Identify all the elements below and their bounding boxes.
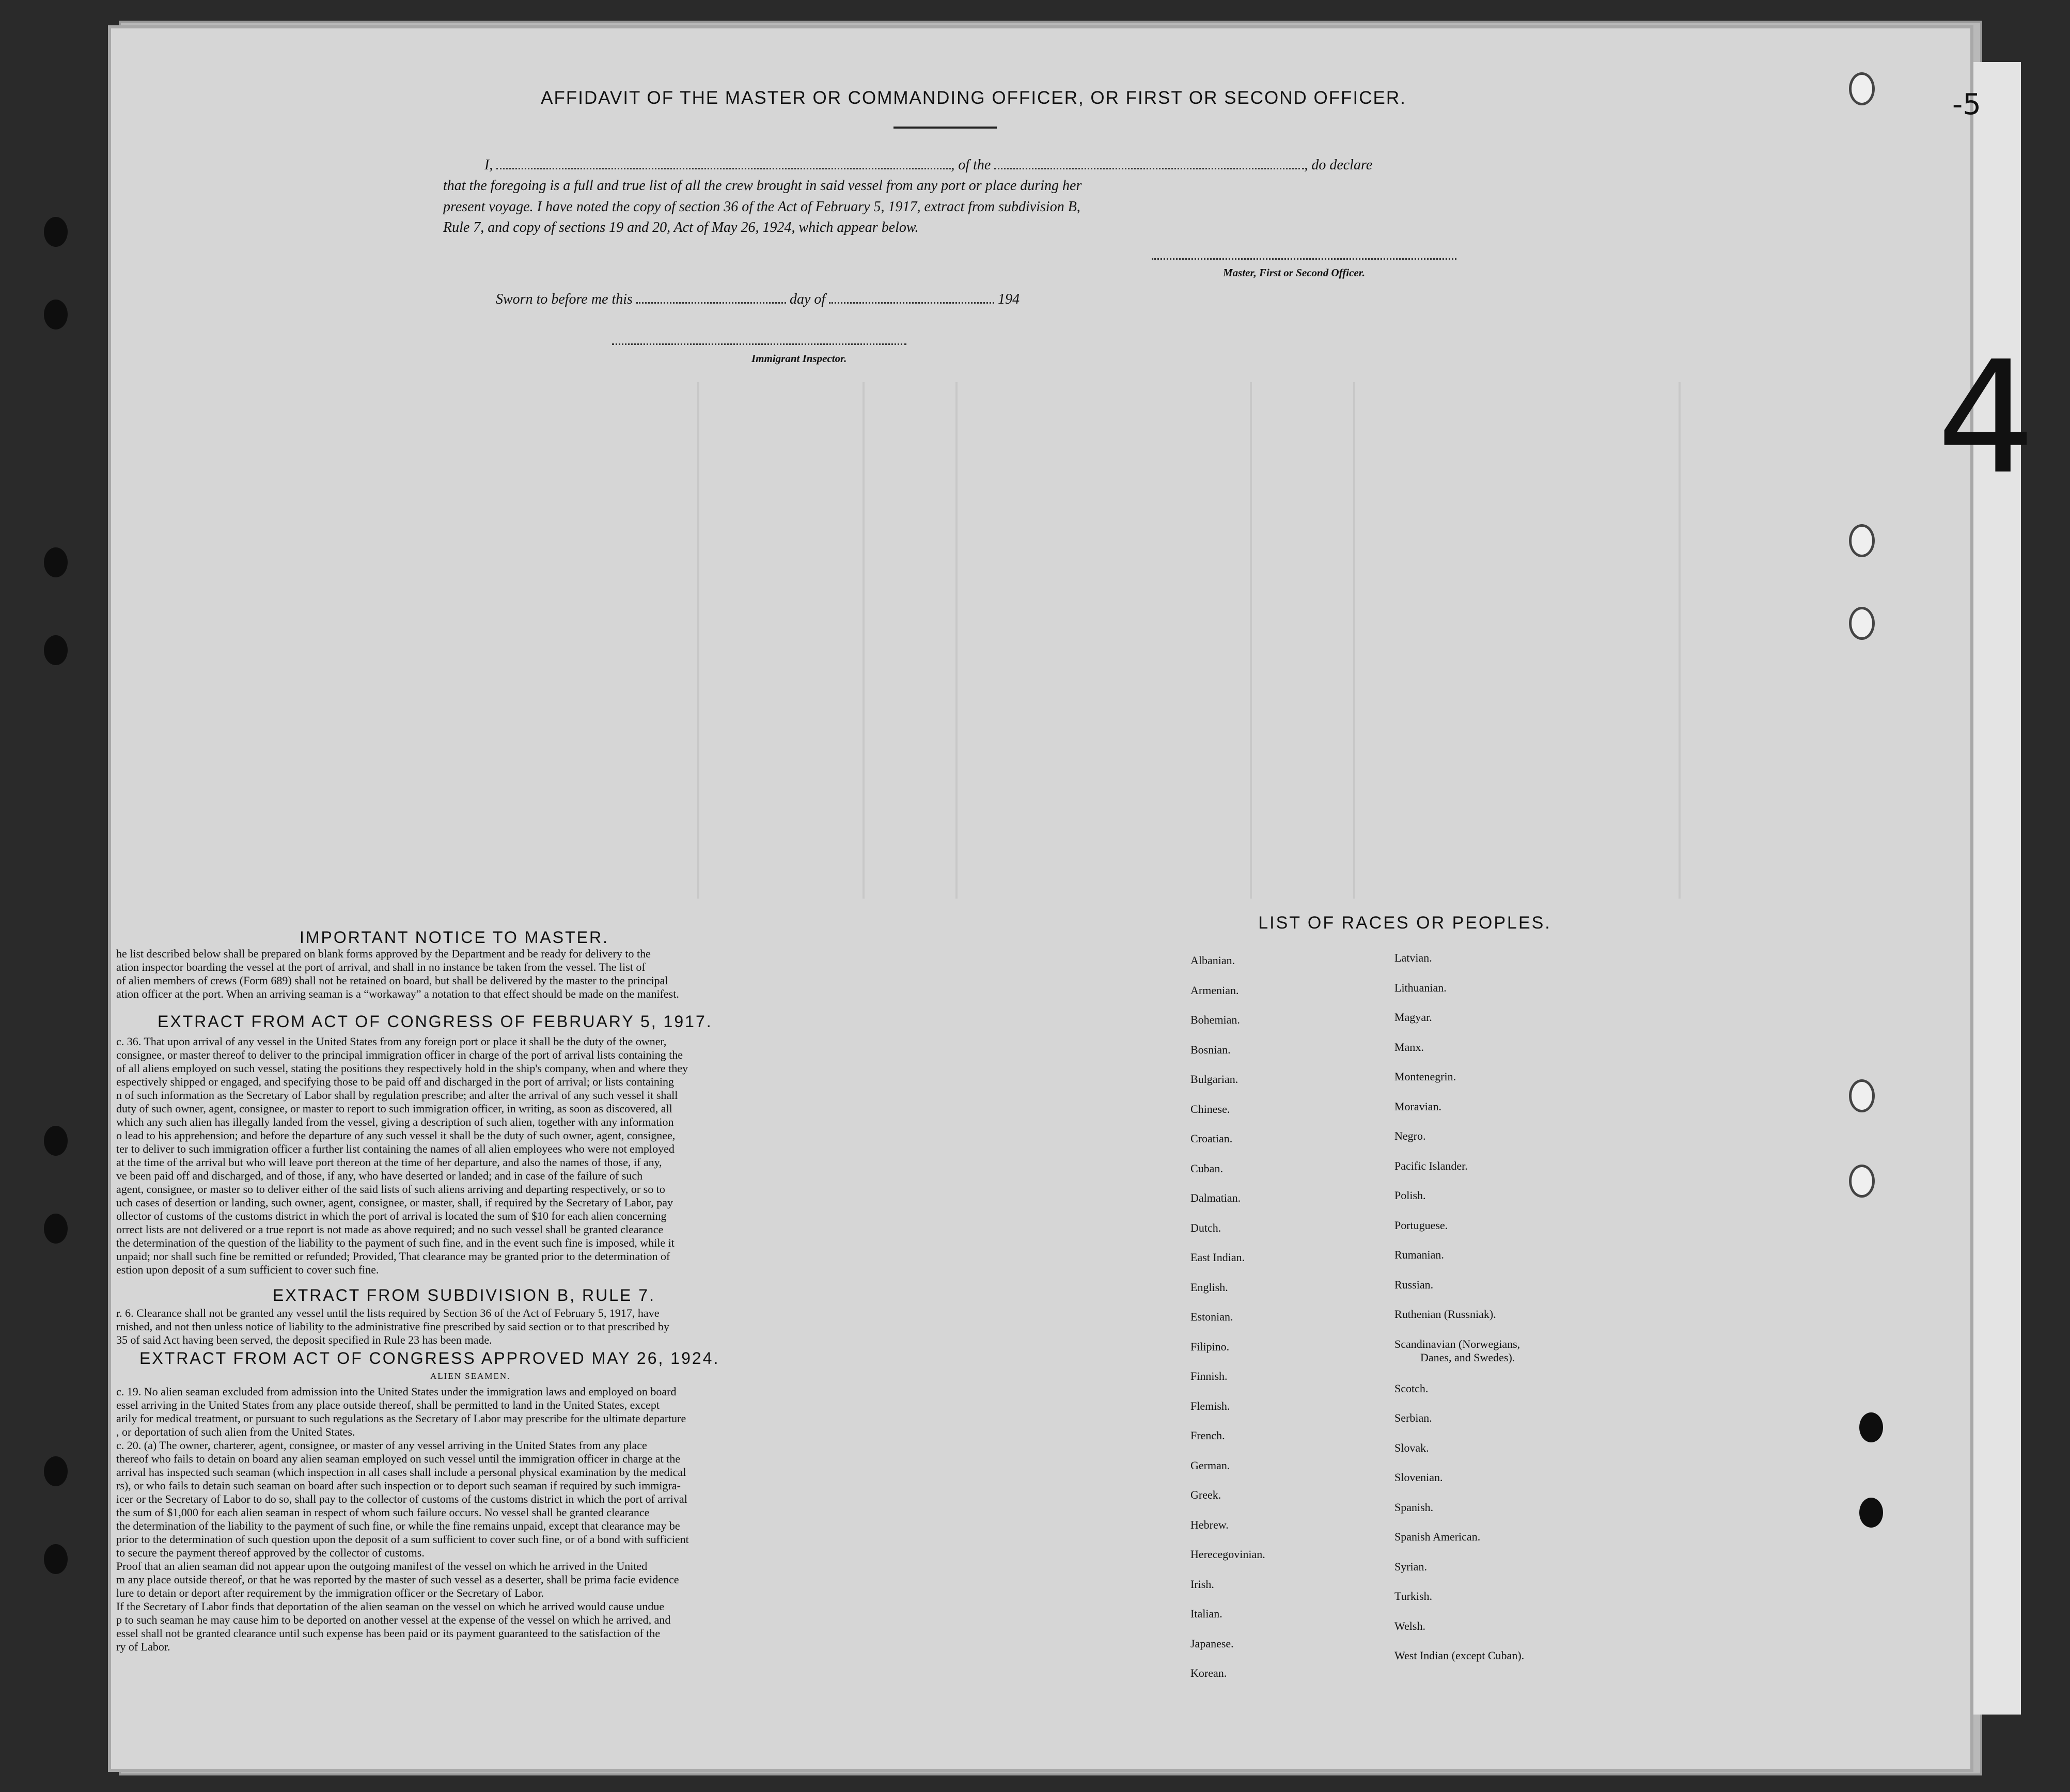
declaration-line-2: that the foregoing is a full and true list of all the crew brought in said vessel from any port or place during her: [443, 178, 1082, 194]
binder-hole-icon: [44, 217, 68, 247]
race-item: Ruthenian (Russniak).: [1394, 1308, 1496, 1321]
binder-hole-icon: [44, 1456, 68, 1486]
race-item: English.: [1190, 1280, 1228, 1294]
extract-line: essel shall not be granted clearance until such expense has been paid or its payment guaranteed to the satisfaction of the: [116, 1627, 661, 1640]
race-item: Korean.: [1190, 1667, 1227, 1679]
race-item-line: Danes, and Swedes).: [1420, 1350, 1515, 1364]
bleed-through-line: [863, 382, 865, 899]
declaration-i: I,: [484, 157, 493, 173]
extract-rule7-body: [116, 1307, 891, 1347]
extract-line: ry of Labor.: [116, 1640, 170, 1653]
extract-line: ve been paid off and discharged, and of those, if any, who have deserted or landed; and in case of the failure of such: [116, 1169, 643, 1182]
extract-line: arrival has inspected such seaman (which inspection in all cases shall include a personal physical examination by the medical: [116, 1466, 686, 1479]
race-item: Spanish American.: [1394, 1530, 1481, 1543]
extract-line: rs), or who fails to detain such seaman on board after such inspection or to deport such seaman if required by such immigra-: [116, 1479, 681, 1492]
extract-line: ter to deliver to such immigration officer a further list containing the names of all alien employees who were not employed: [116, 1142, 675, 1155]
race-item: Russian.: [1394, 1278, 1434, 1291]
race-item: Irish.: [1190, 1577, 1214, 1591]
races-column-2: [1394, 951, 1524, 1679]
month-blank[interactable]: [829, 302, 994, 304]
races-title: LIST OF RACES OR PEOPLES.: [1258, 913, 1551, 933]
day-of-label: day of: [789, 291, 826, 307]
extract-line: m any place outside thereof, or that he was reported by the master of such vessel as a deserter, shall be prima facie evidence: [116, 1573, 679, 1586]
ring-hole-icon: [1849, 1079, 1875, 1112]
extract-line: estion upon deposit of a sum sufficient to cover such fine.: [116, 1263, 379, 1276]
bleed-through-line: [697, 382, 699, 899]
binder-hole-icon: [1859, 1412, 1883, 1442]
race-item: Manx.: [1394, 1040, 1424, 1054]
race-item: Bohemian.: [1190, 1013, 1240, 1026]
ring-hole-icon: [1849, 524, 1875, 557]
ring-hole-icon: [1849, 72, 1875, 105]
declaration-line-1: [484, 155, 1372, 176]
race-item: East Indian.: [1190, 1251, 1245, 1264]
race-item: Polish.: [1394, 1189, 1426, 1202]
race-item: Hebrew.: [1190, 1518, 1229, 1531]
name-blank[interactable]: [496, 168, 951, 169]
extract-line: agent, consignee, or master so to deliver either of the said lists of such aliens arriving and departing respectively, or so to: [116, 1183, 665, 1196]
alien-seamen-label: ALIEN SEAMEN.: [430, 1371, 511, 1381]
extract-line: arily for medical treatment, or pursuant to such regulations as the Secretary of Labor may prescribe for the ultimate departure: [116, 1412, 686, 1425]
notice-line: of alien members of crews (Form 689) shall not be retained on board, but shall be delivered by the master to the principal: [116, 974, 668, 987]
notice-title: IMPORTANT NOTICE TO MASTER.: [300, 928, 609, 947]
race-item: Italian.: [1190, 1607, 1222, 1620]
race-item: Pacific Islander.: [1394, 1159, 1468, 1172]
race-item: Armenian.: [1190, 983, 1239, 997]
race-item: Dutch.: [1190, 1221, 1221, 1234]
sworn-day-blank[interactable]: [636, 302, 786, 304]
notice-line: he list described below shall be prepared on blank forms approved by the Department and be ready for delivery to the: [116, 947, 651, 960]
inspector-signature-line[interactable]: [612, 343, 906, 345]
extract-line: 35 of said Act having been served, the deposit specified in Rule 23 has been made.: [116, 1333, 492, 1346]
race-item: Syrian.: [1394, 1560, 1427, 1573]
extract-line: rnished, and not then unless notice of liability to the administrative fine prescribed by said section or to that prescribed by: [116, 1320, 670, 1333]
extract-line: orrect lists are not delivered or a true report is not made as above required; and no such vessel shall be granted clearance: [116, 1223, 664, 1236]
race-item: German.: [1190, 1458, 1230, 1472]
race-item: West Indian (except Cuban).: [1394, 1649, 1525, 1662]
race-item: Filipino.: [1190, 1340, 1230, 1353]
extract-1917-title: EXTRACT FROM ACT OF CONGRESS OF FEBRUARY 5, 1917.: [158, 1012, 713, 1031]
race-item: Slovenian.: [1394, 1471, 1443, 1484]
extract-line: r. 6. Clearance shall not be granted any vessel until the lists required by Section 36 of the Act of February 5, 1917, have: [116, 1307, 660, 1319]
binder-hole-icon: [44, 1214, 68, 1244]
race-item: Lithuanian.: [1394, 981, 1447, 994]
race-item: Moravian.: [1394, 1099, 1442, 1113]
race-item: Magyar.: [1394, 1011, 1432, 1024]
binder-hole-icon: [44, 635, 68, 665]
race-item: Herecegovinian.: [1190, 1548, 1265, 1561]
extract-line: If the Secretary of Labor finds that deportation of the alien seaman on the vessel on which he arrived would cause undue: [116, 1600, 665, 1613]
declaration-line-4: Rule 7, and copy of sections 19 and 20, Act of May 26, 1924, which appear below.: [443, 219, 919, 235]
race-item: Welsh.: [1394, 1619, 1425, 1632]
extract-line: the determination of the liability to the payment of such fine, or while the fine remains unpaid, except that clearance may be: [116, 1519, 680, 1532]
race-item: Rumanian.: [1394, 1248, 1444, 1261]
extract-line: essel arriving in the United States from any place outside thereof, shall be permitted to land in the United States, except: [116, 1398, 660, 1411]
affidavit-title: AFFIDAVIT OF THE MASTER OR COMMANDING OFFICER, OR FIRST OR SECOND OFFICER.: [541, 88, 1406, 108]
bleed-through-line: [1679, 382, 1681, 899]
extract-line: Proof that an alien seaman did not appear upon the outgoing manifest of the vessel on which he arrived in the United: [116, 1560, 648, 1573]
declaration-line-3: present voyage. I have noted the copy of section 36 of the Act of February 5, 1917, extract from subdivision B,: [443, 199, 1080, 215]
margin-mark: -5: [1952, 88, 1981, 121]
races-column-1: [1190, 954, 1265, 1696]
big-handwritten-numeral: 4: [1937, 328, 2035, 508]
extract-line: at the time of the arrival but who will leave port thereon at the time of her departure, and also the names of those, if any,: [116, 1156, 662, 1169]
extract-line: thereof who fails to detain on board any alien seaman employed on such vessel until the immigration officer in charge at the: [116, 1452, 681, 1465]
extract-line: espectively shipped or engaged, and specifying those to be paid off and discharged in the port of arrival; or lists containing: [116, 1075, 674, 1088]
inspector-caption: Immigrant Inspector.: [751, 352, 847, 365]
extract-1924-title: EXTRACT FROM ACT OF CONGRESS APPROVED MAY 26, 1924.: [139, 1349, 720, 1367]
extract-line: o lead to his apprehension; and before the departure of any such vessel it shall be the duty of such owner, agent, consignee,: [116, 1129, 676, 1142]
extract-line: unpaid; nor shall such fine be remitted or refunded; Provided, That clearance may be granted prior to the determination of: [116, 1250, 670, 1263]
declaration-do-declare: , do declare: [1304, 157, 1373, 173]
extract-line: the sum of $1,000 for each alien seaman in respect of whom such failure occurs. No vessel shall be granted clearance: [116, 1506, 650, 1519]
bleed-through-line: [1250, 382, 1252, 899]
race-item: Chinese.: [1190, 1102, 1230, 1115]
sworn-line: [496, 289, 1020, 310]
ring-hole-icon: [1849, 607, 1875, 640]
binder-hole-icon: [1859, 1498, 1883, 1528]
declaration-of-the: , of the: [951, 157, 991, 173]
extract-line: which any such alien has illegally landed from the vessel, giving a description of such alien, together with any information: [116, 1115, 674, 1128]
race-item: Estonian.: [1190, 1310, 1233, 1323]
extract-line: lure to detain or deport after requirement by the immigration officer or the Secretary of Labor.: [116, 1586, 544, 1599]
race-item: Spanish.: [1394, 1500, 1434, 1514]
race-item: Bosnian.: [1190, 1043, 1231, 1056]
extract-line: the determination of the question of the liability to the payment of such fine, and in the event such fine is imposed, while it: [116, 1236, 675, 1249]
vessel-blank[interactable]: [994, 168, 1304, 169]
extract-line: consignee, or master thereof to deliver to the principal immigration officer in charge of the port of arrival lists containing the: [116, 1048, 683, 1061]
notice-body: [116, 947, 891, 1001]
race-item-line: Scandinavian (Norwegians,: [1394, 1337, 1520, 1350]
race-item: French.: [1190, 1429, 1225, 1442]
notice-line: ation inspector boarding the vessel at the port of arrival, and shall in no instance be taken from the vessel. The list of: [116, 961, 646, 973]
race-item: Portuguese.: [1394, 1218, 1448, 1232]
race-item: Negro.: [1394, 1129, 1426, 1142]
race-item: Dalmatian.: [1190, 1191, 1241, 1204]
extract-line: c. 19. No alien seaman excluded from admission into the United States under the immigration laws and employed on board: [116, 1385, 677, 1398]
race-item: Bulgarian.: [1190, 1073, 1238, 1086]
extract-line: uch cases of desertion or landing, such owner, agent, consignee, or master, shall, if required by the Secretary of Labor, pay: [116, 1196, 673, 1209]
race-item: Albanian.: [1190, 954, 1235, 967]
bleed-through-line: [1353, 382, 1355, 899]
master-signature-line[interactable]: [1152, 258, 1456, 260]
extract-line: n of such information as the Secretary of Labor shall by regulation prescribe; and after the arrival of any such vessel it shall: [116, 1089, 678, 1102]
race-item: Flemish.: [1190, 1399, 1230, 1412]
binder-hole-icon: [44, 300, 68, 329]
race-item: Scotch.: [1394, 1381, 1429, 1395]
title-rule: [893, 127, 997, 129]
race-item: Greek.: [1190, 1488, 1221, 1501]
bleed-through-line: [955, 382, 958, 899]
ring-hole-icon: [1849, 1165, 1875, 1198]
race-item: Serbian.: [1394, 1411, 1432, 1424]
extract-line: duty of such owner, agent, consignee, or master to report to such immigration officer, in writing, as soon as discovered, all: [116, 1102, 672, 1115]
extract-line: prior to the determination of such question upon the deposit of a sum sufficient to cover such fine, or of a bond with sufficient: [116, 1533, 689, 1546]
extract-line: to secure the payment thereof approved by the collector of customs.: [116, 1546, 425, 1559]
binder-hole-icon: [44, 547, 68, 577]
extract-line: p to such seaman he may cause him to be deported on another vessel at the expense of the vessel on which he arrived, and: [116, 1613, 671, 1626]
notice-line: ation officer at the port. When an arriving seaman is a “workaway” a notation to that effect should be made on the manifest.: [116, 987, 679, 1000]
extract-line: c. 36. That upon arrival of any vessel in the United States from any foreign port or place it shall be the duty of the owner,: [116, 1035, 667, 1048]
extract-line: ollector of customs of the customs district in which the port of arrival is located the sum of $10 for each alien concerning: [116, 1209, 667, 1222]
race-item: Slovak.: [1394, 1441, 1429, 1454]
extract-rule7-title: EXTRACT FROM SUBDIVISION B, RULE 7.: [273, 1286, 655, 1304]
binder-hole-icon: [44, 1544, 68, 1574]
year-label: 194: [998, 291, 1020, 307]
race-item: [1394, 1338, 1524, 1382]
extract-line: of all aliens employed on such vessel, stating the positions they respectively hold in the ship's company, when and where they: [116, 1062, 688, 1075]
extract-line: icer or the Secretary of Labor to do so, shall pay to the collector of customs of the customs district in which the port of arrival: [116, 1492, 687, 1505]
sworn-label: Sworn to before me this: [496, 291, 633, 307]
race-item: Latvian.: [1394, 951, 1432, 964]
binder-hole-icon: [44, 1126, 68, 1156]
race-item: Montenegrin.: [1394, 1070, 1456, 1083]
master-signature-caption: Master, First or Second Officer.: [1223, 266, 1365, 279]
race-item: Cuban.: [1190, 1161, 1223, 1175]
race-item: Turkish.: [1394, 1590, 1433, 1602]
race-item: Croatian.: [1190, 1132, 1233, 1145]
extract-1924-body: [116, 1385, 896, 1654]
race-item: Finnish.: [1190, 1370, 1228, 1382]
extract-line: , or deportation of such alien from the United States.: [116, 1425, 355, 1438]
extract-1917-body: [116, 1035, 891, 1277]
extract-line: c. 20. (a) The owner, charterer, agent, consignee, or master of any vessel arriving in the United States from any place: [116, 1439, 647, 1452]
race-item: Japanese.: [1190, 1637, 1234, 1650]
